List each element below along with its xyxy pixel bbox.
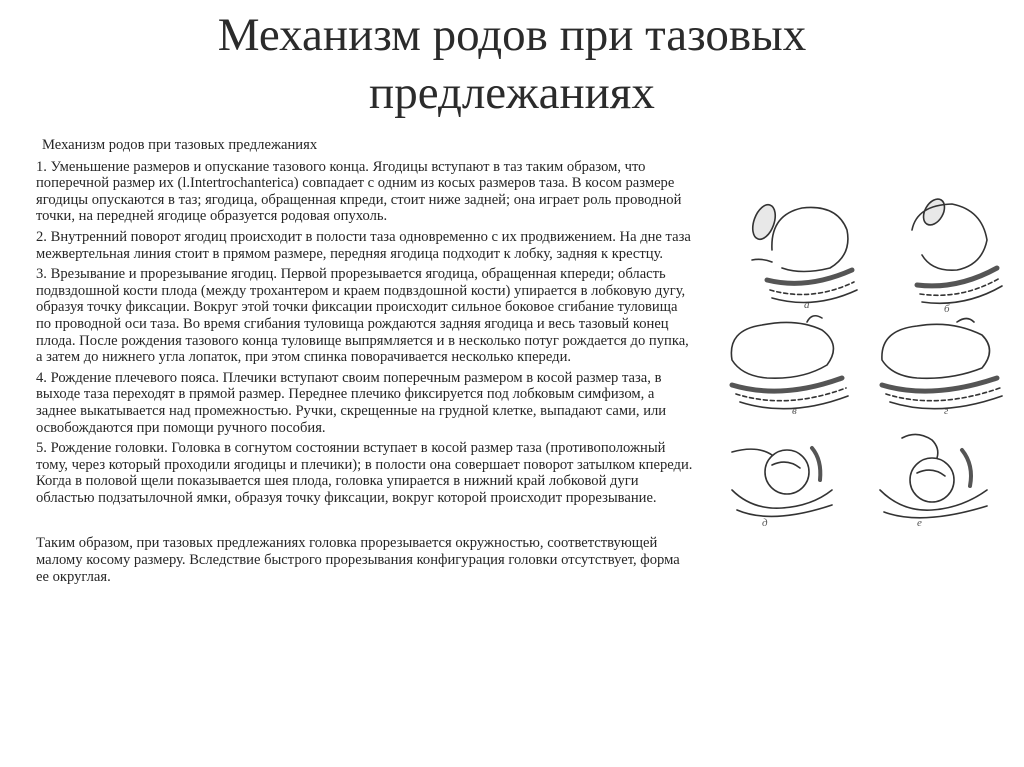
paragraph-item-4: 4. Рождение плечевого пояса. Плечики вступают своим поперечным размером в косой размер таза, в выходе таза переходят в прямой размер. Переднее плечико фиксируется под лобковым симфизом, а заднее выкатывается над промежностью. Ручки, скрещенные на грудной клетке, выпадают сами, или освобождаются при помощи ручного пособия. bbox=[36, 369, 667, 436]
panel-label-a: а bbox=[804, 299, 810, 311]
panel-e bbox=[732, 448, 832, 516]
illustration-panels bbox=[712, 190, 1012, 530]
page-title-line-2: предлежаниях bbox=[369, 67, 655, 119]
panel-f bbox=[880, 434, 987, 517]
paragraph-item-2: 2. Внутренний поворот ягодиц происходит в полости таза одновременно с их продвижением. На дне таза межвертельная линия стоит в прямом размере, передняя ягодица подходит к лобку, задняя к крестцу. bbox=[36, 228, 691, 262]
paragraph-item-1: 1. Уменьшение размеров и опускание тазового конца. Ягодицы вступают в таз таким образом, что поперечной размер их (l.Intertrochanterica) совпадает с одним из косых размеров таза. В косом размере ягодицы опускаются в таз; ягодица, обращенная кпреди, стоит ниже задней; она играет роль проводной точки, на передней ягодице образуется родовая опухоль. bbox=[36, 158, 682, 225]
conclusion-paragraph: Таким образом, при тазовых предлежаниях головка прорезывается окружностью, соответствующей малому косому размеру. Вследствие быстрого прорезывания конфигурация головки отсутствует, форма ее округлая. bbox=[36, 535, 680, 585]
panel-a bbox=[748, 202, 857, 303]
panel-label-e: д bbox=[762, 517, 768, 529]
panel-label-b: б bbox=[944, 303, 950, 315]
panel-label-c: в bbox=[792, 405, 797, 417]
panel-d bbox=[882, 319, 1002, 409]
panel-label-d: г bbox=[944, 405, 949, 417]
panel-c bbox=[731, 316, 848, 409]
paragraph-item-3: 3. Врезывание и прорезывание ягодиц. Первой прорезывается ягодица, обращенная кпереди; область подвздошной кости плода (между трохантером и краем подвздошной кости) упирается в лобковую дугу, образуя точку фиксации. Вокруг этой точки фиксации происходит сильное боковое сгибание туловища по проводной оси таза. Во время сгибания туловища рождаются задняя ягодица и весь тазовый конец плода. После рождения тазового конца туловище выпрямляется и в несколько потуг рождается до пупка, а затем до нижнего угла лопаток, при этом спинка поворачивается несколько кпереди. bbox=[36, 266, 689, 366]
paragraph-item-5: 5. Рождение головки. Головка в согнутом состоянии вступает в косой размер таза (противоположный тому, через который проходили ягодицы и плечики); в полости она совершает поворот затылком кпереди. Когда в половой щели показывается шея плода, головка упирается в нижний край лобковой дуги областью подзатылочной ямки, образуя точку фиксации, вокруг которой происходит прорезывание. bbox=[36, 440, 693, 506]
subheading: Механизм родов при тазовых предлежаниях bbox=[42, 137, 318, 153]
panel-b bbox=[912, 195, 1002, 303]
text-content bbox=[36, 137, 696, 585]
panel-label-f: е bbox=[917, 517, 922, 529]
page-title bbox=[0, 6, 1024, 122]
childbirth-illustration bbox=[712, 190, 1012, 530]
page-title-line-1: Механизм родов при тазовых bbox=[217, 9, 807, 61]
